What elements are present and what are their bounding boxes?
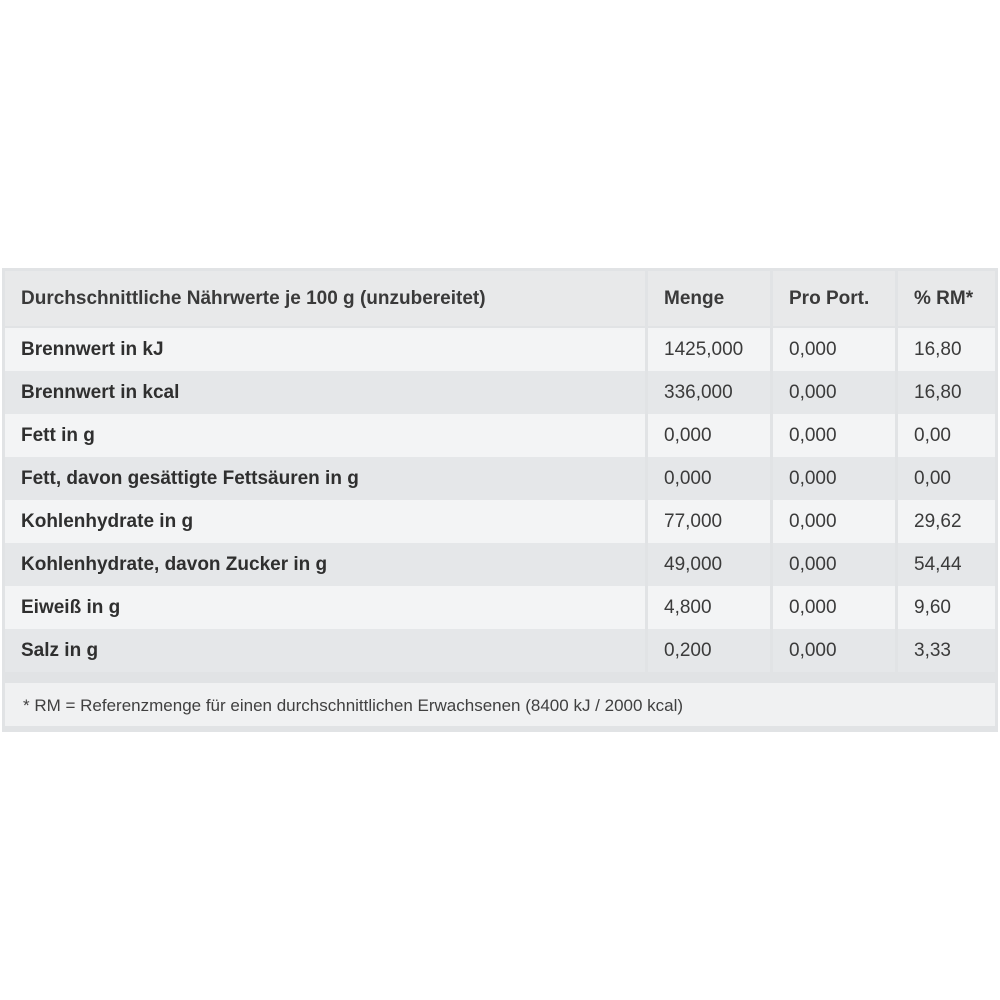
nutrition-facts-panel: [2, 268, 998, 732]
nutrition-table: [5, 271, 995, 672]
per-portion-value: 0,000: [770, 629, 895, 672]
per-portion-value: 0,000: [770, 371, 895, 414]
table-row: [5, 543, 995, 586]
nutrient-label: Fett in g: [5, 414, 645, 457]
reference-footnote: * RM = Referenzmenge für einen durchschnittlichen Erwachsenen (8400 kJ / 2000 kcal): [5, 680, 995, 726]
nutrient-label: Brennwert in kcal: [5, 371, 645, 414]
nutrient-label: Eiweiß in g: [5, 586, 645, 629]
table-row: [5, 328, 995, 371]
table-row: [5, 371, 995, 414]
reference-percent-value: 9,60: [895, 586, 995, 629]
reference-percent-value: 0,00: [895, 457, 995, 500]
per-portion-value: 0,000: [770, 586, 895, 629]
reference-percent-value: 16,80: [895, 328, 995, 371]
nutrient-label: Salz in g: [5, 629, 645, 672]
per-portion-value: 0,000: [770, 414, 895, 457]
per-portion-value: 0,000: [770, 328, 895, 371]
amount-value: 336,000: [645, 371, 770, 414]
table-header-row: [5, 271, 995, 328]
reference-percent-value: 16,80: [895, 371, 995, 414]
reference-percent-value: 29,62: [895, 500, 995, 543]
amount-value: 77,000: [645, 500, 770, 543]
header-nutrient: Durchschnittliche Nährwerte je 100 g (unzubereitet): [5, 271, 645, 328]
nutrient-label: Kohlenhydrate in g: [5, 500, 645, 543]
table-row: [5, 414, 995, 457]
header-per-portion: Pro Port.: [770, 271, 895, 328]
amount-value: 1425,000: [645, 328, 770, 371]
table-row: [5, 500, 995, 543]
nutrient-label: Fett, davon gesättigte Fettsäuren in g: [5, 457, 645, 500]
amount-value: 4,800: [645, 586, 770, 629]
header-amount: Menge: [645, 271, 770, 328]
per-portion-value: 0,000: [770, 543, 895, 586]
nutrient-label: Kohlenhydrate, davon Zucker in g: [5, 543, 645, 586]
table-row: [5, 457, 995, 500]
amount-value: 0,200: [645, 629, 770, 672]
reference-percent-value: 0,00: [895, 414, 995, 457]
amount-value: 49,000: [645, 543, 770, 586]
amount-value: 0,000: [645, 457, 770, 500]
per-portion-value: 0,000: [770, 500, 895, 543]
amount-value: 0,000: [645, 414, 770, 457]
table-row: [5, 586, 995, 629]
table-row: [5, 629, 995, 672]
reference-percent-value: 54,44: [895, 543, 995, 586]
header-reference-percent: % RM*: [895, 271, 995, 328]
reference-percent-value: 3,33: [895, 629, 995, 672]
per-portion-value: 0,000: [770, 457, 895, 500]
nutrient-label: Brennwert in kJ: [5, 328, 645, 371]
